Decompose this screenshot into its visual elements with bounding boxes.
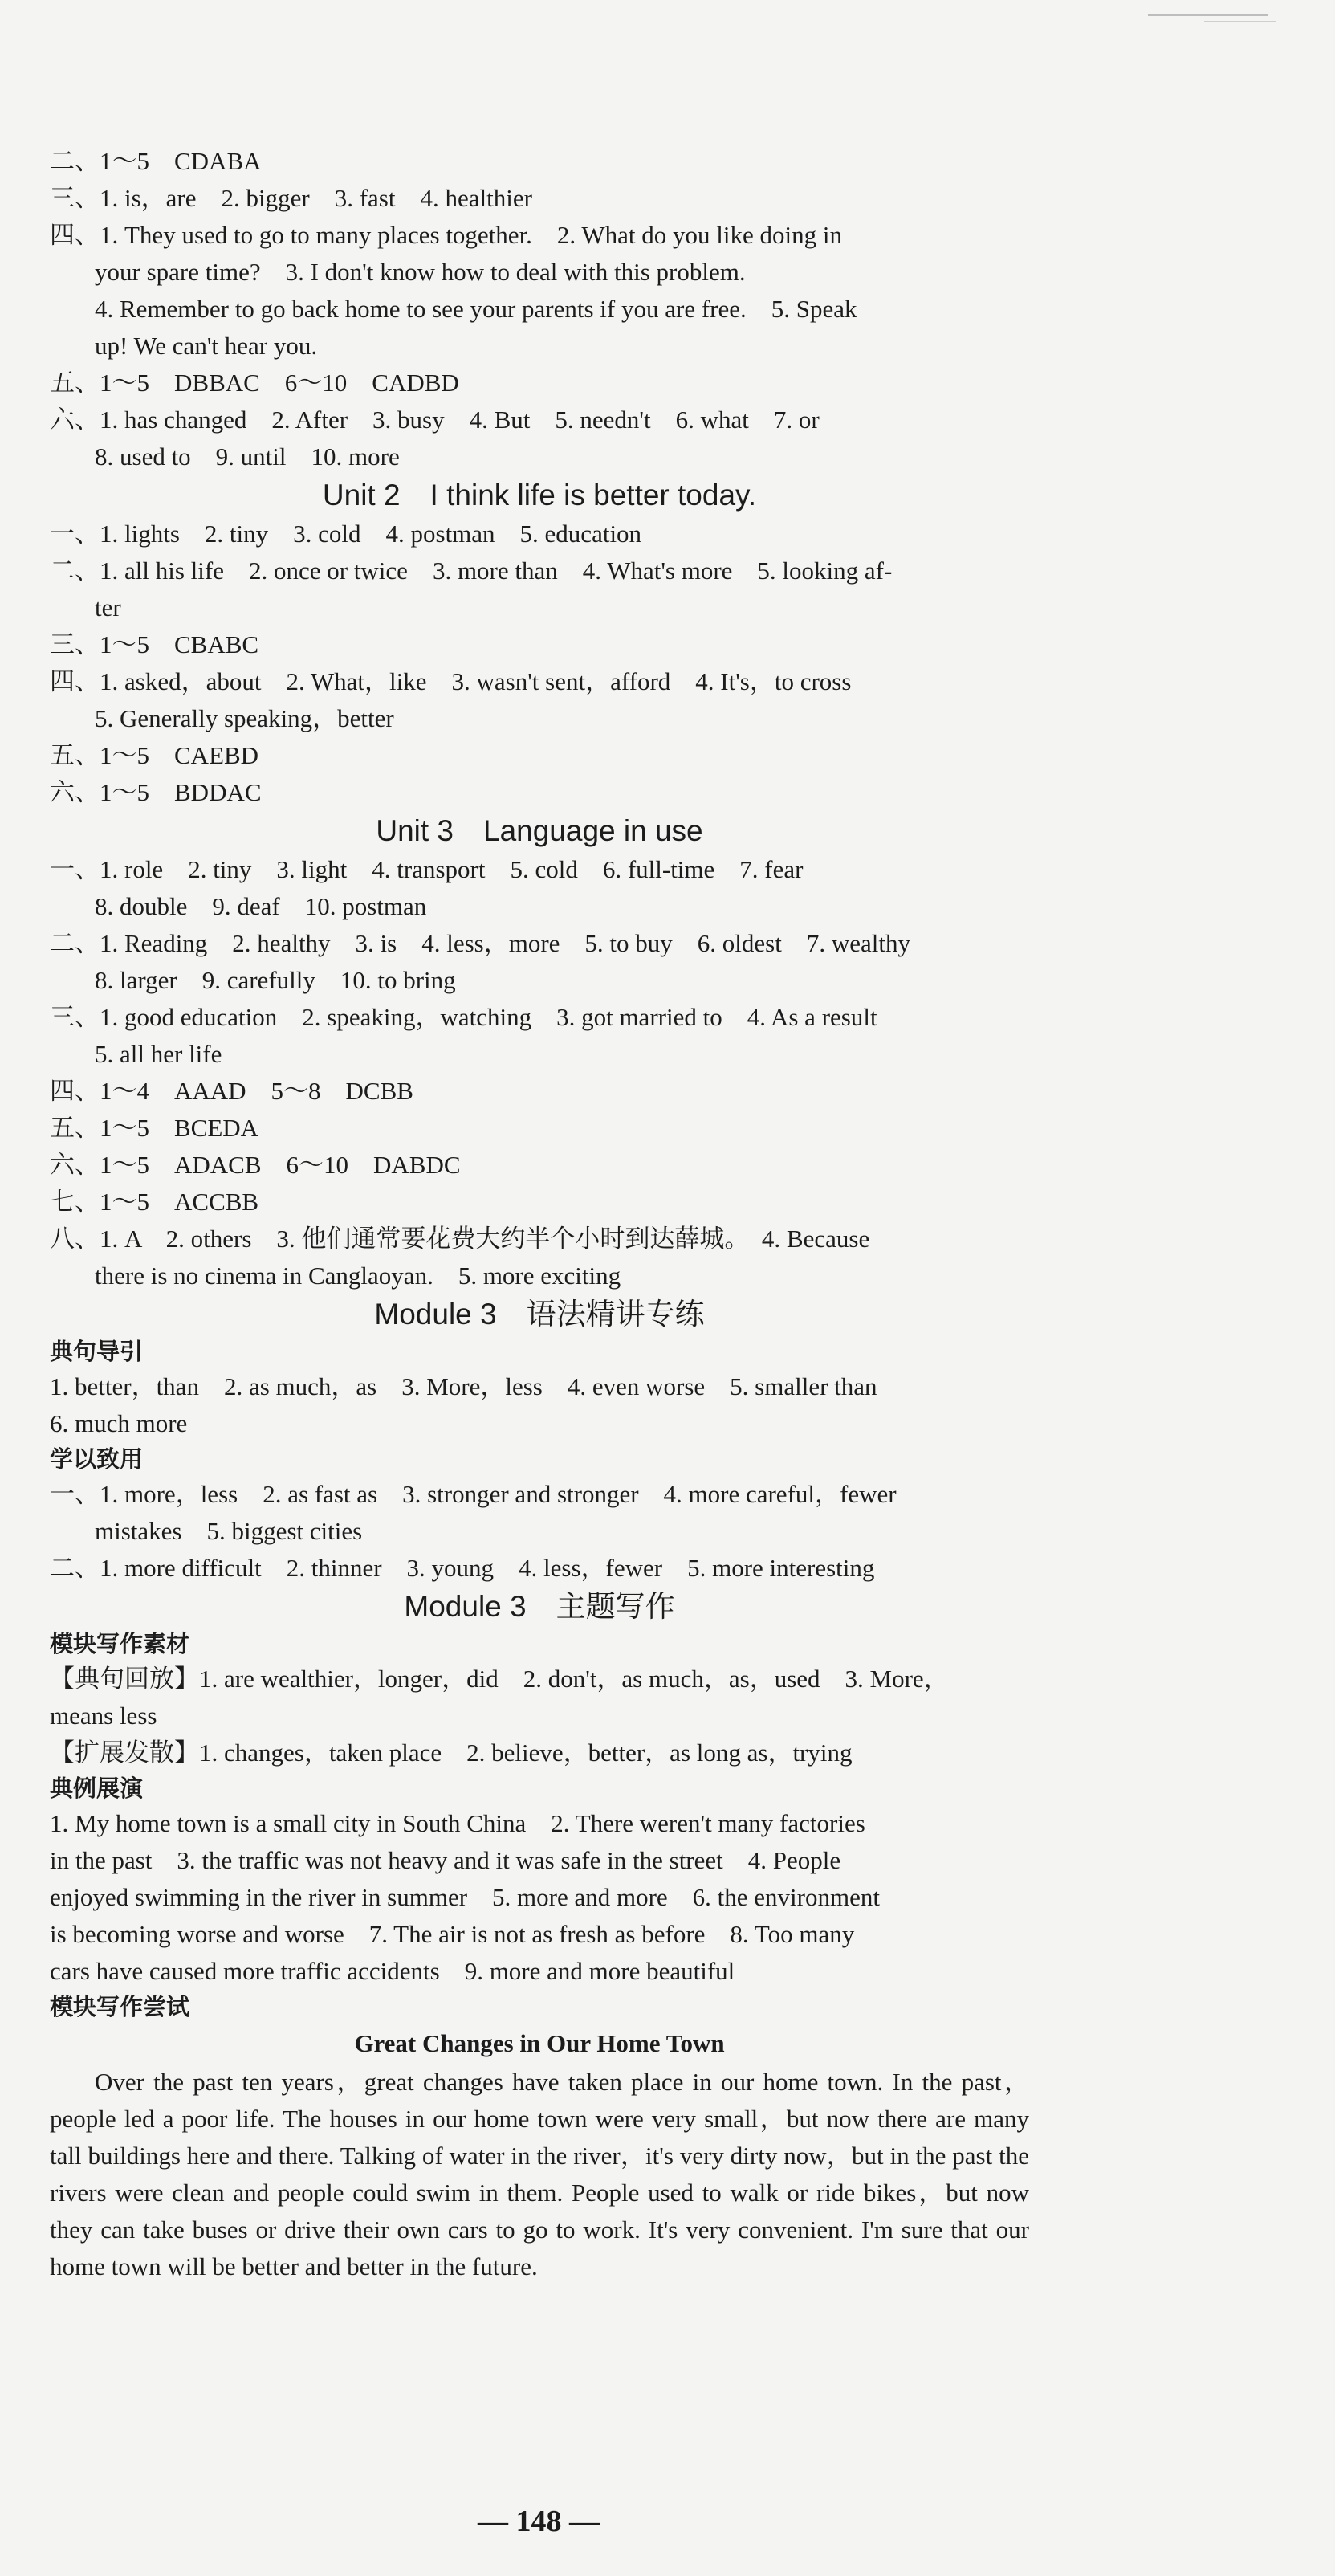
answer-line: 【典句回放】1. are wealthier，longer，did 2. don't，as much，as，used 3. More， bbox=[50, 1665, 949, 1693]
answer-line: 8. double 9. deaf 10. postman bbox=[95, 892, 427, 920]
unit3-section bbox=[50, 811, 1029, 1294]
subsection-label: 典例展演 bbox=[50, 1775, 144, 1802]
answer-line: 二、1～5 CDABA bbox=[50, 147, 262, 175]
answer-line: 一、1. more，less 2. as fast as 3. stronger and stronger 4. more careful，fewer bbox=[50, 1480, 897, 1508]
scan-edge-line bbox=[1148, 14, 1268, 16]
answer-line: your spare time? 3. I don't know how to deal with this problem. bbox=[95, 258, 746, 286]
subsection-label: 学以致用 bbox=[50, 1445, 144, 1473]
answer-line: 四、1. asked，about 2. What，like 3. wasn't sent，afford 4. It's，to cross bbox=[50, 667, 852, 695]
essay-body: Over the past ten years，great changes have taken place in our home town. In the past，people led a poor life. The houses in our home town were very small，but now there are many tall buildings here and there. Talking of water in the river，it's very dirty now，but in the past the rivers were clean and people could swim in them. People used to walk or ride bikes，but now they can take buses or drive their own cars to go to work. It's very convenient. I'm sure that our home town will be better and better in the future. bbox=[50, 2068, 1029, 2280]
answer-line: 四、1. They used to go to many places together. 2. What do you like doing in bbox=[50, 221, 842, 249]
unit3-heading: Unit 3 Language in use bbox=[376, 814, 703, 847]
subsection-label: 模块写作尝试 bbox=[50, 1993, 190, 2020]
answer-line: is becoming worse and worse 7. The air is not as fresh as before 8. Too many bbox=[50, 1920, 855, 1948]
answer-line: 5. Generally speaking，better bbox=[95, 704, 394, 732]
answer-line: in the past 3. the traffic was not heavy and it was safe in the street 4. People bbox=[50, 1846, 841, 1874]
answer-line: enjoyed swimming in the river in summer 5. more and more 6. the environment bbox=[50, 1883, 880, 1911]
answer-line: 六、1～5 BDDAC bbox=[50, 778, 262, 806]
scan-edge-line bbox=[1204, 21, 1276, 22]
essay-title: Great Changes in Our Home Town bbox=[354, 2029, 725, 2057]
answer-line: ter bbox=[95, 593, 121, 622]
answer-line: 4. Remember to go back home to see your parents if you are free. 5. Speak bbox=[95, 295, 857, 323]
answer-line: 一、1. lights 2. tiny 3. cold 4. postman 5. education bbox=[50, 520, 642, 548]
answer-line: 三、1. is，are 2. bigger 3. fast 4. healthier bbox=[50, 184, 532, 212]
answer-line: means less bbox=[50, 1702, 157, 1730]
answer-line: 8. used to 9. until 10. more bbox=[95, 442, 400, 471]
writing-heading: Module 3 主题写作 bbox=[404, 1590, 675, 1623]
answer-line: 七、1～5 ACCBB bbox=[50, 1188, 259, 1216]
grammar-heading: Module 3 语法精讲专练 bbox=[374, 1298, 705, 1331]
answer-line: 五、1～5 CAEBD bbox=[50, 741, 259, 769]
page-number: — 148 — bbox=[478, 2505, 600, 2538]
answer-line: cars have caused more traffic accidents 9. more and more beautiful bbox=[50, 1957, 735, 1985]
answer-line: 五、1～5 DBBAC 6～10 CADBD bbox=[50, 369, 459, 397]
answer-line: 五、1～5 BCEDA bbox=[50, 1114, 259, 1142]
answer-line: 八、1. A 2. others 3. 他们通常要花费大约半个小时到达薛城。 4. Because bbox=[50, 1225, 870, 1253]
answer-line: 六、1. has changed 2. After 3. busy 4. But 5. needn't 6. what 7. or bbox=[50, 406, 820, 434]
answer-line: 二、1. Reading 2. healthy 3. is 4. less，more 5. to buy 6. oldest 7. wealthy bbox=[50, 929, 910, 957]
answer-line: 二、1. more difficult 2. thinner 3. young 4. less，fewer 5. more interesting bbox=[50, 1554, 875, 1582]
subsection-label: 模块写作素材 bbox=[50, 1630, 190, 1657]
unit2-heading: Unit 2 I think life is better today. bbox=[322, 479, 757, 512]
answer-line: mistakes 5. biggest cities bbox=[95, 1517, 363, 1545]
answer-line: 一、1. role 2. tiny 3. light 4. transport 5. cold 6. full-time 7. fear bbox=[50, 855, 804, 883]
writing-section bbox=[50, 1587, 1029, 2285]
answer-line: up! We can't hear you. bbox=[95, 332, 318, 360]
answer-line: 三、1. good education 2. speaking，watching 3. got married to 4. As a result bbox=[50, 1003, 877, 1031]
grammar-section bbox=[50, 1294, 1029, 1587]
unit2-section bbox=[50, 475, 1029, 811]
answer-line: 三、1～5 CBABC bbox=[50, 630, 259, 658]
answer-line: 8. larger 9. carefully 10. to bring bbox=[95, 966, 456, 994]
unit1-tail-section bbox=[50, 143, 1029, 475]
answer-line: 二、1. all his life 2. once or twice 3. more than 4. What's more 5. looking af- bbox=[50, 556, 893, 585]
answer-line: 1. better，than 2. as much，as 3. More，less 4. even worse 5. smaller than bbox=[50, 1372, 877, 1400]
answer-line: 四、1～4 AAAD 5～8 DCBB bbox=[50, 1077, 413, 1105]
answer-line: 1. My home town is a small city in South China 2. There weren't many factories bbox=[50, 1809, 865, 1837]
answer-content bbox=[50, 143, 1029, 2285]
answer-line: 【扩展发散】1. changes，taken place 2. believe，better，as long as，trying bbox=[50, 1738, 853, 1767]
subsection-label: 典句导引 bbox=[50, 1338, 144, 1365]
answer-line: 6. much more bbox=[50, 1409, 188, 1437]
answer-line: there is no cinema in Canglaoyan. 5. more exciting bbox=[95, 1262, 621, 1290]
answer-line: 5. all her life bbox=[95, 1040, 222, 1068]
answer-line: 六、1～5 ADACB 6～10 DABDC bbox=[50, 1151, 461, 1179]
